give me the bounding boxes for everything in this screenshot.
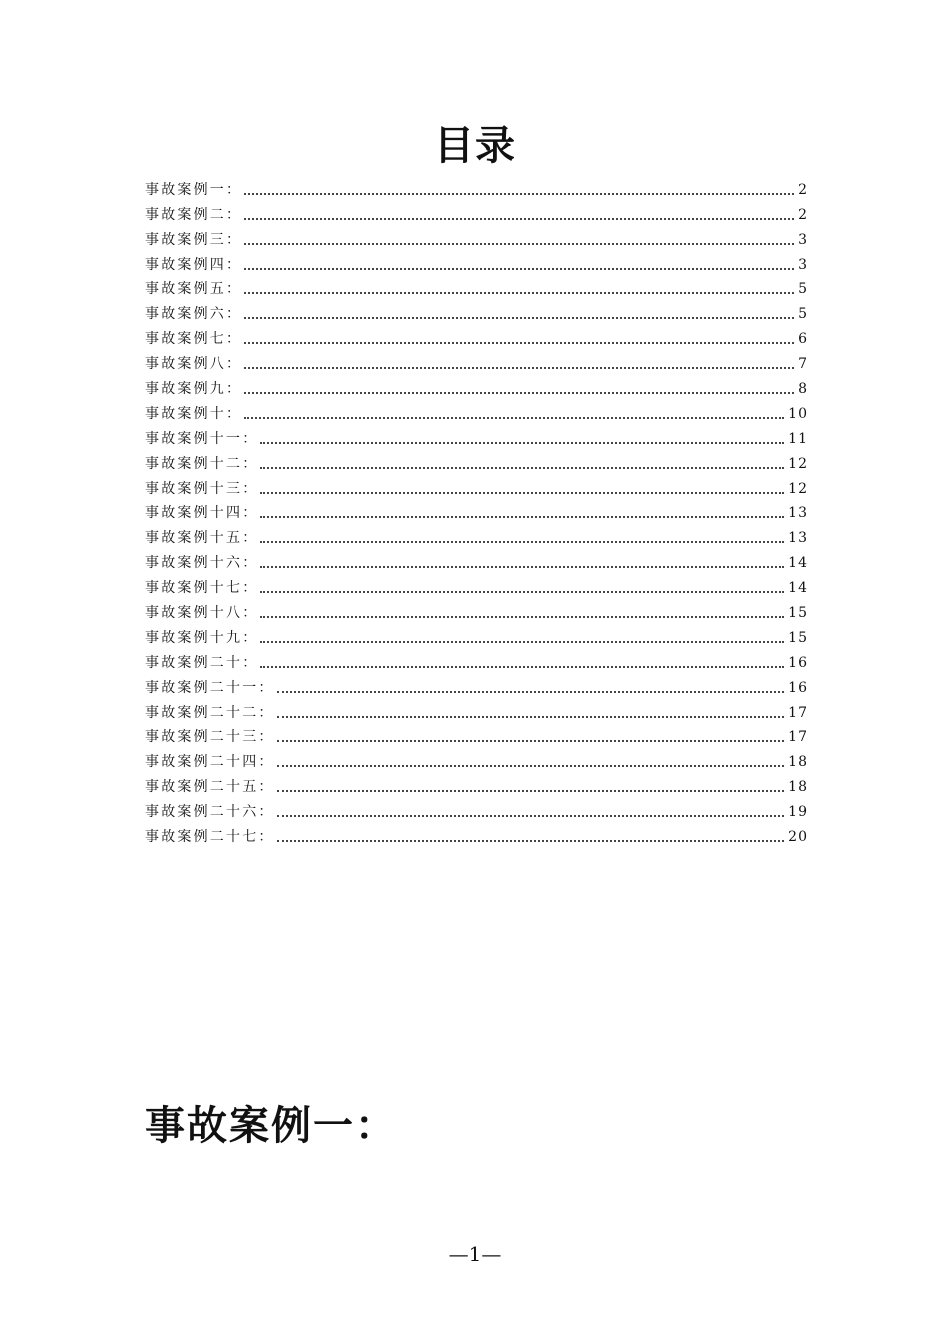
toc-dot-leader [244,366,794,369]
toc-link[interactable] [145,428,808,450]
toc-link[interactable] [145,378,808,400]
toc-dot-leader [260,565,784,568]
toc-entry-label: 事故案例三： [145,231,243,248]
toc-link[interactable] [145,278,808,300]
toc-entry-label: 事故案例八： [145,356,243,373]
toc-entry [145,599,808,624]
toc-link[interactable] [145,627,808,649]
toc-entry-page-number: 14 [788,580,808,597]
toc-dot-leader [277,839,785,842]
toc-entry-label: 事故案例十五： [145,530,259,547]
toc-entry-page-number: 19 [788,804,808,821]
toc-entry [145,226,808,251]
toc-dot-leader [244,341,794,344]
toc-entry [145,773,808,798]
toc-entry-page-number: 20 [788,829,808,846]
toc-entry [145,450,808,475]
toc-dot-leader [244,291,794,294]
toc-link[interactable] [145,552,808,574]
toc-dot-leader [277,739,785,742]
toc-dot-leader [244,192,794,195]
toc-link[interactable] [145,527,808,549]
toc-entry [145,674,808,699]
toc-link[interactable] [145,652,808,674]
toc-dot-leader [277,764,785,767]
toc-dot-leader [277,715,785,718]
page-number-footer: —1— [448,1242,502,1266]
toc-entry-label: 事故案例五： [145,281,243,298]
toc-entry-label: 事故案例十： [145,405,243,422]
toc-entry [145,201,808,226]
toc-link[interactable] [145,751,808,773]
toc-entry-page-number: 7 [798,356,808,373]
toc-entry-page-number: 8 [798,381,808,398]
toc-entry [145,475,808,500]
toc-dot-leader [260,540,784,543]
toc-entry-label: 事故案例四： [145,256,243,273]
toc-entry [145,748,808,773]
toc-entry [145,798,808,823]
toc-link[interactable] [145,577,808,599]
toc-link[interactable] [145,801,808,823]
toc-entry [145,375,808,400]
toc-entry-label: 事故案例十一： [145,430,259,447]
table-of-contents [145,176,808,848]
toc-entry-label: 事故案例二十一： [145,679,275,696]
toc-entry-page-number: 5 [798,306,808,323]
toc-dot-leader [260,466,784,469]
toc-entry-label: 事故案例十八： [145,605,259,622]
toc-entry-page-number: 2 [798,181,808,198]
toc-entry-label: 事故案例二十六： [145,804,275,821]
toc-link[interactable] [145,453,808,475]
toc-dot-leader [260,615,784,618]
toc-entry-label: 事故案例二： [145,206,243,223]
toc-entry-page-number: 18 [788,754,808,771]
toc-entry-page-number: 10 [788,405,808,422]
toc-entry [145,549,808,574]
toc-entry-page-number: 15 [788,605,808,622]
toc-entry [145,823,808,848]
toc-link[interactable] [145,229,808,251]
toc-entry-page-number: 5 [798,281,808,298]
toc-entry [145,300,808,325]
toc-entry-page-number: 16 [788,679,808,696]
toc-link[interactable] [145,826,808,848]
toc-entry-label: 事故案例七： [145,331,243,348]
toc-entry [145,400,808,425]
toc-dot-leader [260,640,784,643]
toc-entry-label: 事故案例二十三： [145,729,275,746]
toc-link[interactable] [145,776,808,798]
toc-link[interactable] [145,702,808,724]
toc-entry-label: 事故案例十六： [145,555,259,572]
toc-entry [145,425,808,450]
toc-entry [145,176,808,201]
toc-entry-label: 事故案例二十四： [145,754,275,771]
toc-entry-page-number: 14 [788,555,808,572]
toc-entry-label: 事故案例六： [145,306,243,323]
toc-entry-label: 事故案例一： [145,181,243,198]
toc-entry-page-number: 6 [798,331,808,348]
toc-entry [145,325,808,350]
toc-link[interactable] [145,328,808,350]
toc-entry [145,500,808,525]
toc-entry-label: 事故案例十三： [145,480,259,497]
toc-link[interactable] [145,254,808,276]
toc-dot-leader [244,316,794,319]
toc-link[interactable] [145,353,808,375]
toc-entry-page-number: 13 [788,530,808,547]
toc-dot-leader [277,690,785,693]
toc-dot-leader [260,515,784,518]
toc-entry [145,699,808,724]
toc-dot-leader [277,789,785,792]
toc-entry-label: 事故案例十九： [145,629,259,646]
page-title: 目录 [434,123,516,169]
toc-entry-label: 事故案例二十： [145,654,259,671]
toc-entry-page-number: 16 [788,654,808,671]
toc-entry-page-number: 17 [788,729,808,746]
toc-entry-page-number: 15 [788,629,808,646]
toc-link[interactable] [145,179,808,201]
toc-dot-leader [244,391,794,394]
toc-link[interactable] [145,204,808,226]
toc-entry-page-number: 17 [788,704,808,721]
toc-entry-label: 事故案例十四： [145,505,259,522]
toc-entry [145,649,808,674]
toc-link[interactable] [145,602,808,624]
toc-dot-leader [244,416,784,419]
toc-dot-leader [244,217,794,220]
toc-dot-leader [260,590,784,593]
toc-entry [145,724,808,749]
toc-entry-label: 事故案例十二： [145,455,259,472]
toc-entry-page-number: 3 [798,256,808,273]
toc-entry-page-number: 12 [788,455,808,472]
toc-link[interactable] [145,677,808,699]
toc-entry-page-number: 2 [798,206,808,223]
toc-entry-label: 事故案例二十五： [145,779,275,796]
toc-link[interactable] [145,403,808,425]
toc-entry-page-number: 11 [788,430,808,447]
toc-entry-label: 事故案例十七： [145,580,259,597]
toc-link[interactable] [145,478,808,500]
toc-dot-leader [260,665,784,668]
toc-entry-page-number: 12 [788,480,808,497]
toc-entry-label: 事故案例二十二： [145,704,275,721]
toc-entry [145,574,808,599]
toc-entry-label: 事故案例二十七： [145,829,275,846]
toc-dot-leader [260,491,784,494]
toc-link[interactable] [145,502,808,524]
toc-dot-leader [244,242,794,245]
toc-entry-page-number: 18 [788,779,808,796]
toc-entry [145,276,808,301]
toc-link[interactable] [145,303,808,325]
toc-entry [145,624,808,649]
toc-dot-leader [244,267,794,270]
toc-entry [145,350,808,375]
toc-link[interactable] [145,726,808,748]
toc-dot-leader [277,814,785,817]
toc-entry [145,524,808,549]
toc-dot-leader [260,441,784,444]
toc-entry-page-number: 13 [788,505,808,522]
toc-entry [145,251,808,276]
section-heading: 事故案例一： [145,1103,397,1149]
toc-entry-label: 事故案例九： [145,381,243,398]
toc-entry-page-number: 3 [798,231,808,248]
